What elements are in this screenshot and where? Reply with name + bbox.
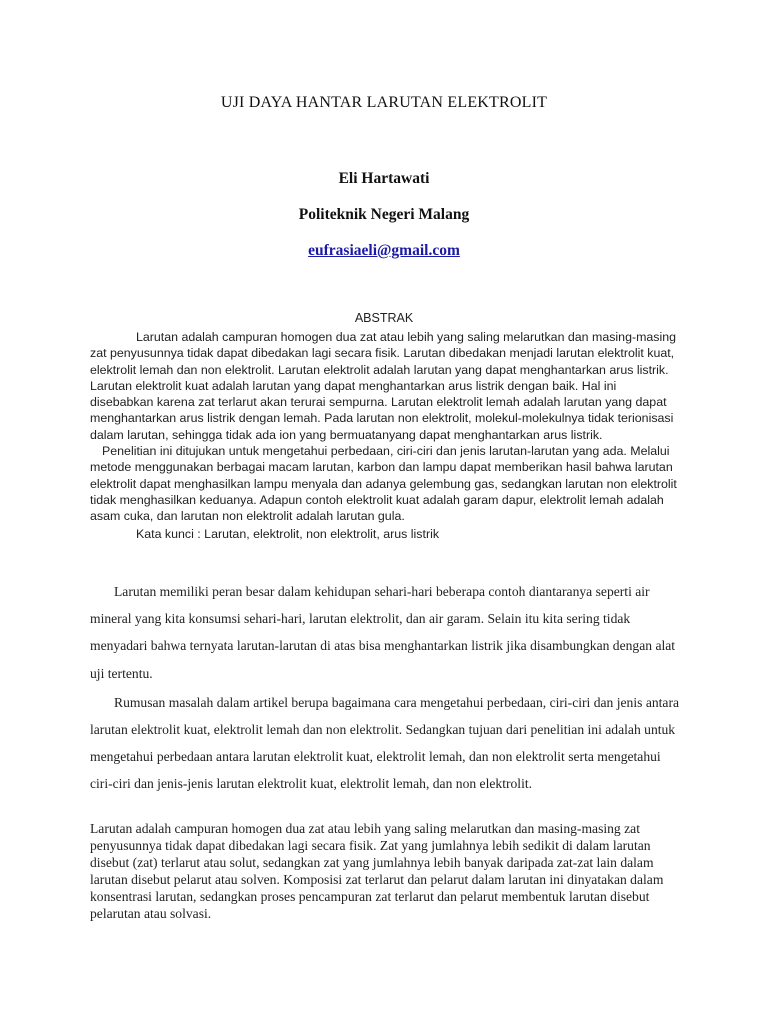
body-section-single-spaced [90, 820, 682, 922]
author-name: Eli Hartawati [338, 170, 430, 187]
body-paragraph: Larutan adalah campuran homogen dua zat atau lebih yang saling melarutkan dan masing-masing zat penyusunnya tidak dapat dibedakan lagi secara fisik. Zat yang jumlahnya lebih sedikit di dalam larutan disebut (zat) terlarut atau solut, sedangkan zat yang jumlahnya lebih banyak daripada zat-zat lain dalam larutan disebut pelarut atau solven. Komposisi zat terlarut dan pelarut dalam larutan ini dinyatakan dalam konsentrasi larutan, sedangkan proses pencampuran zat terlarut dan pelarut membentuk larutan disebut pelarutan atau solvasi. [90, 821, 664, 921]
abstract-paragraph: Penelitian ini ditujukan untuk mengetahui perbedaan, ciri-ciri dan jenis larutan-larutan yang ada. Melalui metode menggunakan berbagai macam larutan, karbon dan lampu dapat memberikan hasil bahwa larutan elektrolit dapat menghasilkan lampu menyala dan adanya gelembung gas, sedangkan larutan non elektrolit tidak menghasilkan keduanya. Adapun contoh elektrolit kuat adalah garam dapur, elektrolit lemah adalah asam cuka, dan larutan non elektrolit adalah larutan gula. [90, 444, 677, 524]
abstract-heading: ABSTRAK [354, 311, 414, 325]
document-title: UJI DAYA HANTAR LARUTAN ELEKTROLIT [220, 94, 548, 111]
body-section [90, 578, 682, 800]
author-institution: Politeknik Negeri Malang [298, 206, 470, 223]
body-paragraph: Larutan memiliki peran besar dalam kehidupan sehari-hari beberapa contoh diantaranya seperti air mineral yang kita konsumsi sehari-hari, larutan elektrolit, dan air garam. Selain itu kita sering tidak menyadari bahwa ternyata larutan-larutan di atas bisa menghantarkan listrik jika disambungkan dengan alat uji tertentu. [90, 584, 676, 681]
abstract-paragraph: Larutan adalah campuran homogen dua zat atau lebih yang saling melarutkan dan masing-masing zat penyusunnya tidak dapat dibedakan lagi secara fisik. Larutan dibedakan menjadi larutan elektrolit kuat, elektrolit lemah dan non elektrolit. Larutan elektrolit adalah larutan yang dapat menghantarkan arus listrik. Larutan elektrolit kuat adalah larutan yang dapat menghantarkan arus listrik dengan baik. Hal ini disebabkan karena zat terlarut akan terurai sempurna. Larutan elektrolit lemah adalah larutan yang dapat menghantarkan arus listrik dengan lemah. Pada larutan non elektrolit, molekul-molekulnya tidak terionisasi dalam larutan, sehingga tidak ada ion yang bermuatanyang dapat menghantarkan arus listrik. [90, 330, 677, 442]
author-email-link[interactable]: eufrasiaeli@gmail.com [308, 242, 460, 259]
keywords: Kata kunci : Larutan, elektrolit, non elektrolit, arus listrik [136, 526, 440, 541]
body-paragraph: Rumusan masalah dalam artikel berupa bagaimana cara mengetahui perbedaan, ciri-ciri dan jenis antara larutan elektrolit kuat, elektrolit lemah dan non elektrolit. Sedangkan tujuan dari penelitian ini adalah untuk mengetahui perbedaan antara larutan elektrolit kuat, elektrolit lemah, dan non elektrolit serta mengetahui ciri-ciri dan jenis-jenis larutan elektrolit kuat, elektrolit lemah, dan non elektrolit. [90, 694, 680, 792]
abstract-section [90, 329, 682, 542]
